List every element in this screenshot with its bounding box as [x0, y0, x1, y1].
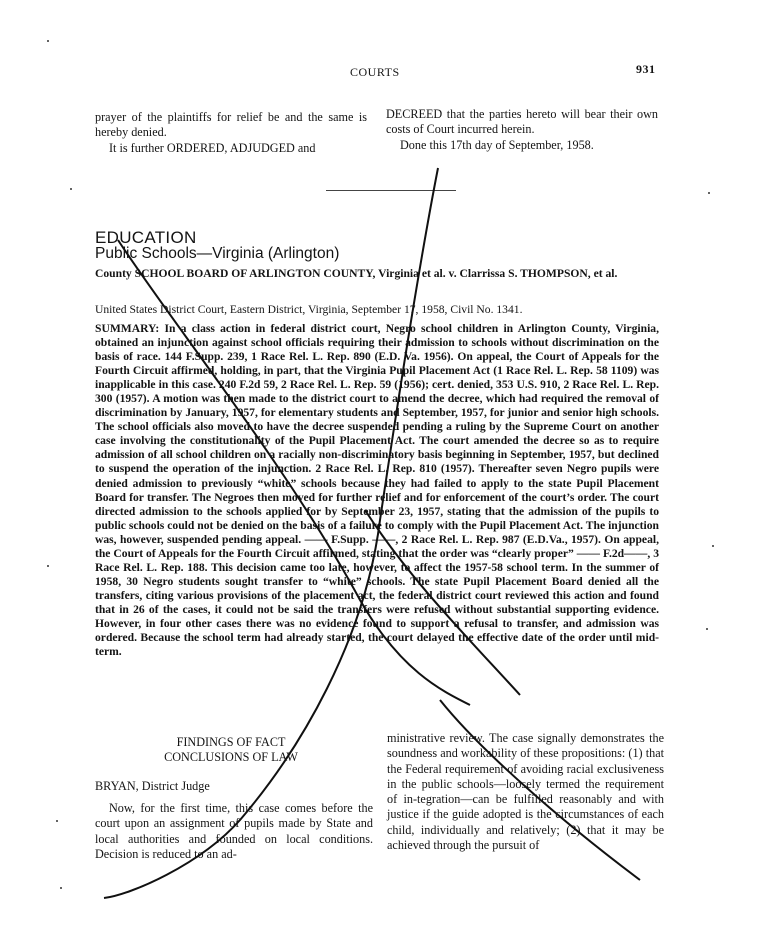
- scan-speck: [70, 188, 72, 190]
- scan-speck: [708, 192, 710, 194]
- opinion-paragraph: ministrative review. The case signally demonstrates the soundness and workability of these propositions: (1) that the Federal requirement of avoiding racial exclusiveness in the public schools—loosely termed the requirement of in-tegration—can be fulfilled reasonably and with justice if the guide adopted is the circumstances of each child, individually and relatively; (2) that it may be achieved through the pursuit of: [387, 731, 664, 853]
- scan-speck: [47, 40, 49, 42]
- scan-speck: [712, 545, 714, 547]
- court-line: United States District Court, Eastern District, Virginia, September 17, 1958, Civil No. 1341.: [95, 303, 523, 316]
- scan-speck: [60, 887, 62, 889]
- scan-speck: [47, 565, 49, 567]
- opinion-left-column: [95, 801, 373, 862]
- judge-name: BRYAN, District Judge: [95, 779, 210, 793]
- scan-speck: [706, 628, 708, 630]
- findings-heading-line: CONCLUSIONS OF LAW: [164, 750, 298, 764]
- scan-speck: [56, 820, 58, 822]
- findings-heading-line: FINDINGS OF FACT: [176, 735, 286, 749]
- case-caption: County SCHOOL BOARD OF ARLINGTON COUNTY, Virginia et al. v. Clarrissa S. THOMPSON, et al.: [95, 267, 618, 280]
- section-title: EDUCATION: [95, 228, 197, 247]
- page-number: 931: [636, 62, 656, 76]
- opinion-paragraph: Now, for the first time, this case comes before the court upon an assignment of pupils made by State and local authorities and founded on local conditions. Decision is reduced to an ad-: [95, 801, 373, 861]
- running-head: COURTS: [350, 65, 400, 79]
- case-summary: [95, 322, 659, 659]
- opinion-right-column: [387, 731, 664, 853]
- prior-case-paragraph: It is further ORDERED, ADJUDGED and: [109, 140, 316, 155]
- summary-text: In a class action in federal district court, Negro school children in Arlington County, Virginia, obtained an injunction against school officials requiring their admission to schools without discrimination on the basis of race. 144 F.Supp. 239, 1 Race Rel. L. Rep. 890 (E.D. Va. 1956). On appeal, the Court of Appeals for the Fourth Circuit affirmed, holding, in part, that the Virginia Pupil Placement Act (1 Race Rel. L. Rep. 58 1109) was inapplicable in this case. 240 F.2d 59, 2 Race Rel. L. Rep. 59 (1956); cert. denied, 353 U.S. 910, 2 Race Rel. L. Rep. 300 (1957). A motion was then made to the district court to amend the decree, which had required the removal of discrimination by January, 1957, for elementary students and September, 1957, for junior and senior high schools. The school officials also moved to have the decree suspended pending a ruling by the Supreme Court on another case involving the constitutionality of the Pupil Placement Act. The court amended the decree so as to require admission of all school children on a racially non-discriminatory basis beginning in September, 1957, but declined to suspend the operation of the injunction. 2 Race Rel. L. Rep. 810 (1957). Thereafter seven Negro pupils were denied admission to previously “white” schools because they had failed to apply to the state Pupil Placement Board for transfer. The Negroes then moved for further relief and for enforcement of the court’s order. The court directed admission to the schools applied for by September 23, 1957, stating that the admission of the pupils to public schools could not be denied on the basis of a failure to comply with the Pupil Placement Act. The injunction was, however, suspended pending appeal. —— F.Supp. ——, 2 Race Rel. L. Rep. 987 (E.D.Va., 1957). On appeal, the Court of Appeals for the Fourth Circuit affirmed, stating that the order was “clearly proper” —— F.2d——, 3 Race Rel. L. Rep. 188. This decision came too late, however, to affect the 1957-58 school term. In the summer of 1958, 30 Negro students sought transfer to “white” schools. The state Pupil Placement Board denied all the transfers, citing various provisions of the placement act, the federal district court reviewed this action and found that in 26 of the cases, it could not be said the transfers were refused without substantial supporting evidence. However, in four other cases there was no evidence found to support a refusal to transfer, and admission was ordered. Because the school term had already started, the court delayed the effective date of the order until mid-term.: [95, 322, 659, 659]
- section-subject: Public Schools—Virginia (Arlington): [95, 245, 340, 262]
- prior-case-paragraph: DECREED that the parties hereto will bear their own costs of Court incurred herein.: [386, 107, 658, 137]
- prior-case-paragraph: Done this 17th day of September, 1958.: [400, 137, 594, 152]
- summary-label: SUMMARY:: [95, 322, 160, 335]
- prior-case-left-column: [95, 110, 367, 156]
- findings-heading: [95, 735, 367, 765]
- separator-rule: [326, 190, 456, 191]
- prior-case-right-column: [386, 107, 658, 153]
- prior-case-paragraph: prayer of the plaintiffs for relief be and the same is hereby denied.: [95, 110, 367, 140]
